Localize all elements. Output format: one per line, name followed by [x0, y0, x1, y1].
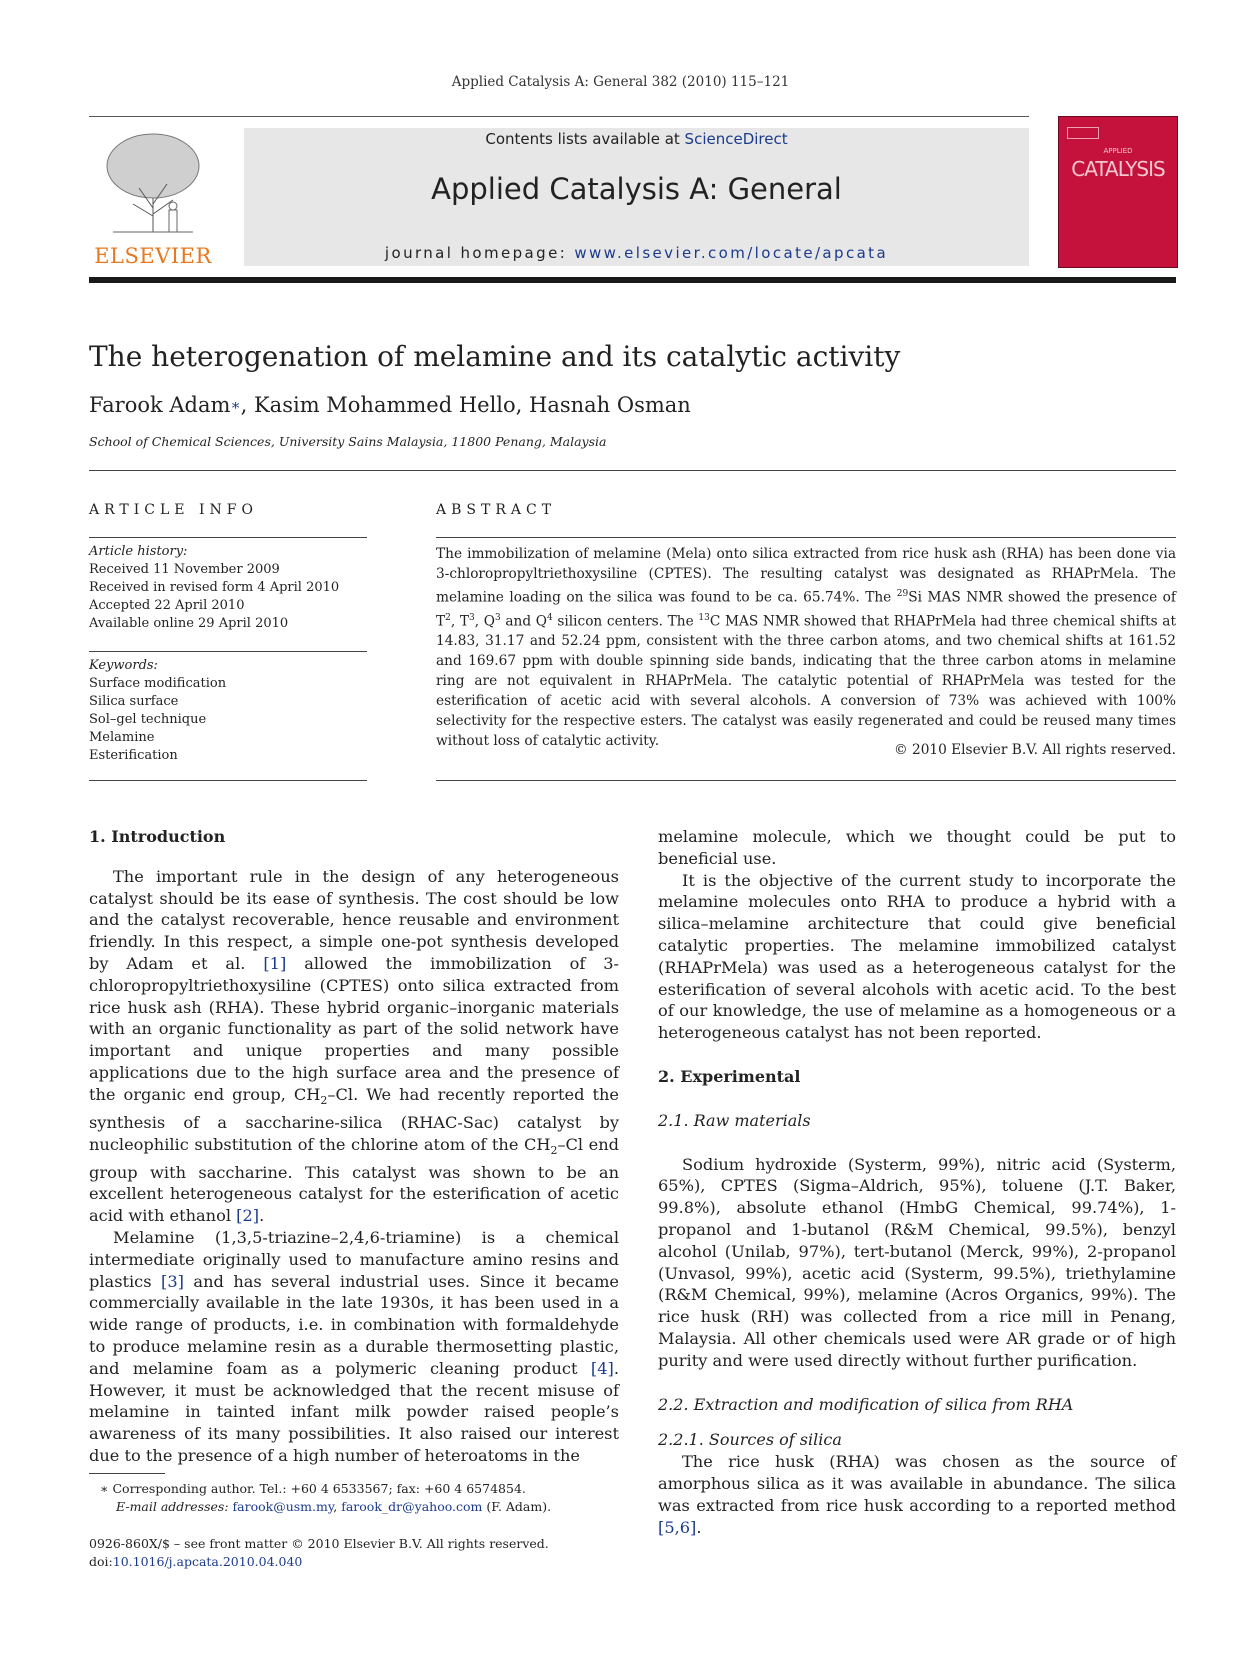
- doi-label: doi:: [89, 1554, 113, 1569]
- abstract-rule-top: [436, 537, 1176, 538]
- citation-link[interactable]: [5,6]: [658, 1517, 697, 1537]
- cover-title: CATALYSIS: [1071, 157, 1165, 181]
- abstract-sup: 29: [896, 589, 909, 599]
- email-link[interactable]: farook_dr@yahoo.com: [341, 1499, 483, 1514]
- abstract-seg: and Q: [500, 613, 547, 630]
- abstract-seg: silicon centers. The: [552, 613, 699, 630]
- text-seg: –Cl end group with saccharine. This catalyst was shown to be an excellent heterogeneous catalyst for the esterification of acetic acid with ethanol: [89, 1134, 620, 1226]
- intro-paragraph-2: [89, 1227, 619, 1467]
- abstract-rule-bottom: [436, 780, 1176, 781]
- text-seg: –Cl. We had recently reported the synthesis of a saccharine-silica (RHAC-Sac) catalyst by nucleophilic substitution of the chlorine atom of the CH: [89, 1084, 619, 1154]
- issn-line: 0926-860X/$ – see front matter © 2010 Elsevier B.V. All rights reserved.: [89, 1536, 549, 1551]
- history-revised: Received in revised form 4 April 2010: [89, 580, 340, 595]
- publication-footer: [89, 1535, 649, 1571]
- author-1: Farook Adam: [89, 393, 231, 417]
- text-seg: The important rule in the design of any heterogeneous catalyst should be its ease of synthesis. The cost should be low and the catalyst recoverable, hence reusable and environment friendly. In this respect, a simple one-pot synthesis developed by Adam et al.: [89, 866, 619, 973]
- author-list: [89, 393, 691, 417]
- email-line: [100, 1498, 620, 1516]
- other-authors: , Kasim Mohammed Hello, Hasnah Osman: [240, 393, 691, 417]
- article-title: The heterogenation of melamine and its catalytic activity: [89, 340, 901, 373]
- section-2-2-heading: 2.2. Extraction and modification of silica from RHA: [658, 1394, 1074, 1414]
- article-history: [89, 543, 367, 633]
- homepage-line: [244, 244, 1029, 262]
- info-rule-bottom: [89, 780, 367, 781]
- keyword: Esterification: [89, 748, 178, 763]
- abstract-seg: , Q: [474, 613, 495, 630]
- text-seg: The rice husk (RHA) was chosen as the source of amorphous silica as it was available in abundance. The silica was extracted from rice husk according to a reported method: [658, 1452, 1176, 1515]
- title-rule: [89, 470, 1176, 471]
- running-head: Applied Catalysis A: General 382 (2010) 115–121: [451, 74, 790, 90]
- history-online: Available online 29 April 2010: [89, 616, 289, 631]
- header-top-rule: [89, 116, 1029, 117]
- abstract-seg: Si MAS NMR showed the presence of T: [436, 589, 1176, 630]
- section-2-1-heading: 2.1. Raw materials: [658, 1110, 811, 1130]
- keyword: Melamine: [89, 730, 155, 745]
- section-2-2-1-heading: 2.2.1. Sources of silica: [658, 1430, 842, 1450]
- article-info-heading: ARTICLE INFO: [89, 502, 258, 518]
- abstract-sup: 4: [546, 612, 553, 623]
- left-column: [89, 826, 619, 1467]
- contents-line: [244, 130, 1029, 148]
- text-seg: allowed the immobilization of 3-chloropropyltriethoxysiline (CPTES) onto silica extracted from rice husk ash (RHA). These hybrid organic–inorganic materials with an organic functionality as part of the solid network have important and unique properties and many possible applications due to the high surface area and the presence of the organic end group, CH: [89, 953, 620, 1104]
- citation-link[interactable]: [1]: [263, 953, 287, 973]
- email-tail: (F. Adam).: [482, 1499, 552, 1514]
- cover-top-band: [1059, 125, 1177, 143]
- text-seg: Melamine (1,3,5-triazine–2,4,6-triamine) is a chemical intermediate originally used to manufacture amino resins and plastics: [89, 1228, 619, 1291]
- abstract-text: [436, 544, 1176, 751]
- abstract-sup: 3: [469, 612, 475, 623]
- subscript: 2: [320, 1094, 328, 1107]
- abstract-copyright: © 2010 Elsevier B.V. All rights reserved.: [893, 742, 1176, 758]
- intro-paragraph-1: [89, 866, 619, 1227]
- history-accepted: Accepted 22 April 2010: [89, 598, 245, 613]
- intro-continuation: melamine molecule, which we thought could be put to beneficial use.: [658, 827, 1176, 868]
- right-column: [658, 826, 1176, 1538]
- corresponding-line: [100, 1480, 620, 1498]
- section-2-heading: 2. Experimental: [658, 1066, 801, 1086]
- homepage-prefix: journal homepage:: [384, 244, 575, 262]
- cover-small-text: APPLIED: [1103, 147, 1133, 155]
- abstract-seg: The immobilization of melamine (Mela) onto silica extracted from rice husk ash (RHA) has been done via 3-chloropropyltriethoxysiline (CPTES). The resulting catalyst was designated as RHAPrMela. The melamine loading on the silica was found to be ca. 65.74%. The: [436, 546, 1176, 606]
- text-seg: and has several industrial uses. Since it became commercially available in the late 1930s, it has been used in a wide range of products, i.e. in combination with formaldehyde to produce melamine resin as a durable thermosetting plastic, and melamine foam as a polymeric cleaning product: [89, 1271, 620, 1378]
- raw-materials-paragraph: Sodium hydroxide (Systerm, 99%), nitric acid (Systerm, 65%), CPTES (Sigma–Aldrich, 95%), toluene (J.T. Baker, 99.8%), absolute ethanol (HmbG Chemical, 99.74%), 1-propanol and 1-butanol (R&M Chemical, 99.5%), benzyl alcohol (Unilab, 97%), tert-butanol (Merck, 99%), 2-propanol (Unvasol, 99%), acetic acid (Systerm, 99.5%), triethylamine (R&M Chemical, 99%), melamine (Acros Organics, 99%). The rice husk (RH) was collected from a rice mill in Penang, Malaysia. All other chemicals used were AR grade or of high purity and were used directly without further purification.: [658, 1154, 1176, 1370]
- sciencedirect-link[interactable]: ScienceDirect: [684, 130, 788, 148]
- doi-line: [89, 1553, 649, 1571]
- corresponding-text: Corresponding author. Tel.: +60 4 6533567; fax: +60 4 6574854.: [108, 1481, 526, 1496]
- section-1-heading: 1. Introduction: [89, 827, 226, 846]
- footnote-rule: [89, 1473, 165, 1474]
- keyword: Silica surface: [89, 694, 179, 709]
- elsevier-tree-icon: [103, 128, 203, 240]
- email-sep: ,: [333, 1499, 342, 1514]
- keywords-label: Keywords:: [89, 658, 158, 673]
- corresponding-footnote: [100, 1480, 620, 1516]
- keyword: Sol–gel technique: [89, 712, 207, 727]
- abstract-heading: ABSTRACT: [436, 502, 557, 518]
- intro-paragraph-3: It is the objective of the current study to incorporate the melamine molecules onto RHA to produce a hybrid with a silica–melamine architecture that could give beneficial catalytic properties. The melamine immobilized catalyst (RHAPrMela) was used as a heterogeneous catalyst for the esterification of several alcohols with acetic acid. To the best of our knowledge, the use of melamine as a homogeneous or a heterogeneous catalyst has not been reported.: [658, 870, 1176, 1043]
- citation-link[interactable]: [2]: [236, 1206, 260, 1226]
- header-thick-rule: [89, 277, 1176, 283]
- keyword: Surface modification: [89, 676, 227, 691]
- email-label: E-mail addresses:: [116, 1499, 229, 1514]
- text-seg: .: [696, 1517, 702, 1537]
- silica-source-paragraph: [658, 1451, 1176, 1538]
- abstract-sup: 13: [698, 612, 710, 623]
- history-label: Article history:: [89, 544, 188, 559]
- citation-link[interactable]: [4]: [590, 1358, 614, 1378]
- contents-prefix: Contents lists available at: [485, 130, 685, 148]
- doi-link[interactable]: 10.1016/j.apcata.2010.04.040: [112, 1554, 303, 1569]
- abstract-seg: C MAS NMR showed that RHAPrMela had three chemical shifts at 14.83, 31.17 and 52.24 ppm, consistent with the three carbon atoms, and two chemical shifts at 161.52 and 169.67 ppm with double spinning side bands, indicating that the three carbon atoms in melamine ring are not equivalent in RHAPrMela. The catalytic potential of RHAPrMela was tested for the esterification of acetic acid with several alcohols. A conversion of 73% was achieved with 100% selectivity for the respective esters. The catalyst was easily regenerated and could be reused many times without loss of catalytic activity.: [436, 613, 1176, 750]
- abstract-seg: , T: [450, 613, 470, 630]
- history-received: Received 11 November 2009: [89, 562, 280, 577]
- info-rule-mid: [89, 651, 367, 652]
- journal-title: Applied Catalysis A: General: [431, 172, 842, 206]
- cover-top-box: [1067, 127, 1099, 139]
- abstract-sup: 3: [494, 612, 501, 623]
- text-seg: .: [259, 1206, 265, 1226]
- citation-link[interactable]: [3]: [161, 1271, 184, 1291]
- affiliation: School of Chemical Sciences, University Sains Malaysia, 11800 Penang, Malaysia: [89, 434, 607, 449]
- subscript: 2: [550, 1143, 558, 1157]
- keywords: [89, 657, 367, 765]
- footnote-mark: ∗: [100, 1481, 109, 1496]
- journal-cover-thumbnail[interactable]: [1058, 116, 1178, 268]
- journal-banner: [244, 128, 1029, 266]
- abstract-sup: 2: [445, 612, 451, 623]
- homepage-link[interactable]: www.elsevier.com/locate/apcata: [574, 244, 889, 262]
- corresponding-mark[interactable]: ∗: [230, 396, 241, 414]
- elsevier-wordmark: ELSEVIER: [94, 244, 212, 268]
- elsevier-logo[interactable]: [89, 128, 217, 268]
- text-seg: . However, it must be acknowledged that the recent misuse of melamine in tainted infant milk powder raised people’s awareness of its many possibilities. It also raised our interest due to the presence of a high number of heteroatoms in the: [89, 1358, 619, 1465]
- info-rule-top: [89, 537, 367, 538]
- email-link[interactable]: farook@usm.my: [232, 1499, 334, 1514]
